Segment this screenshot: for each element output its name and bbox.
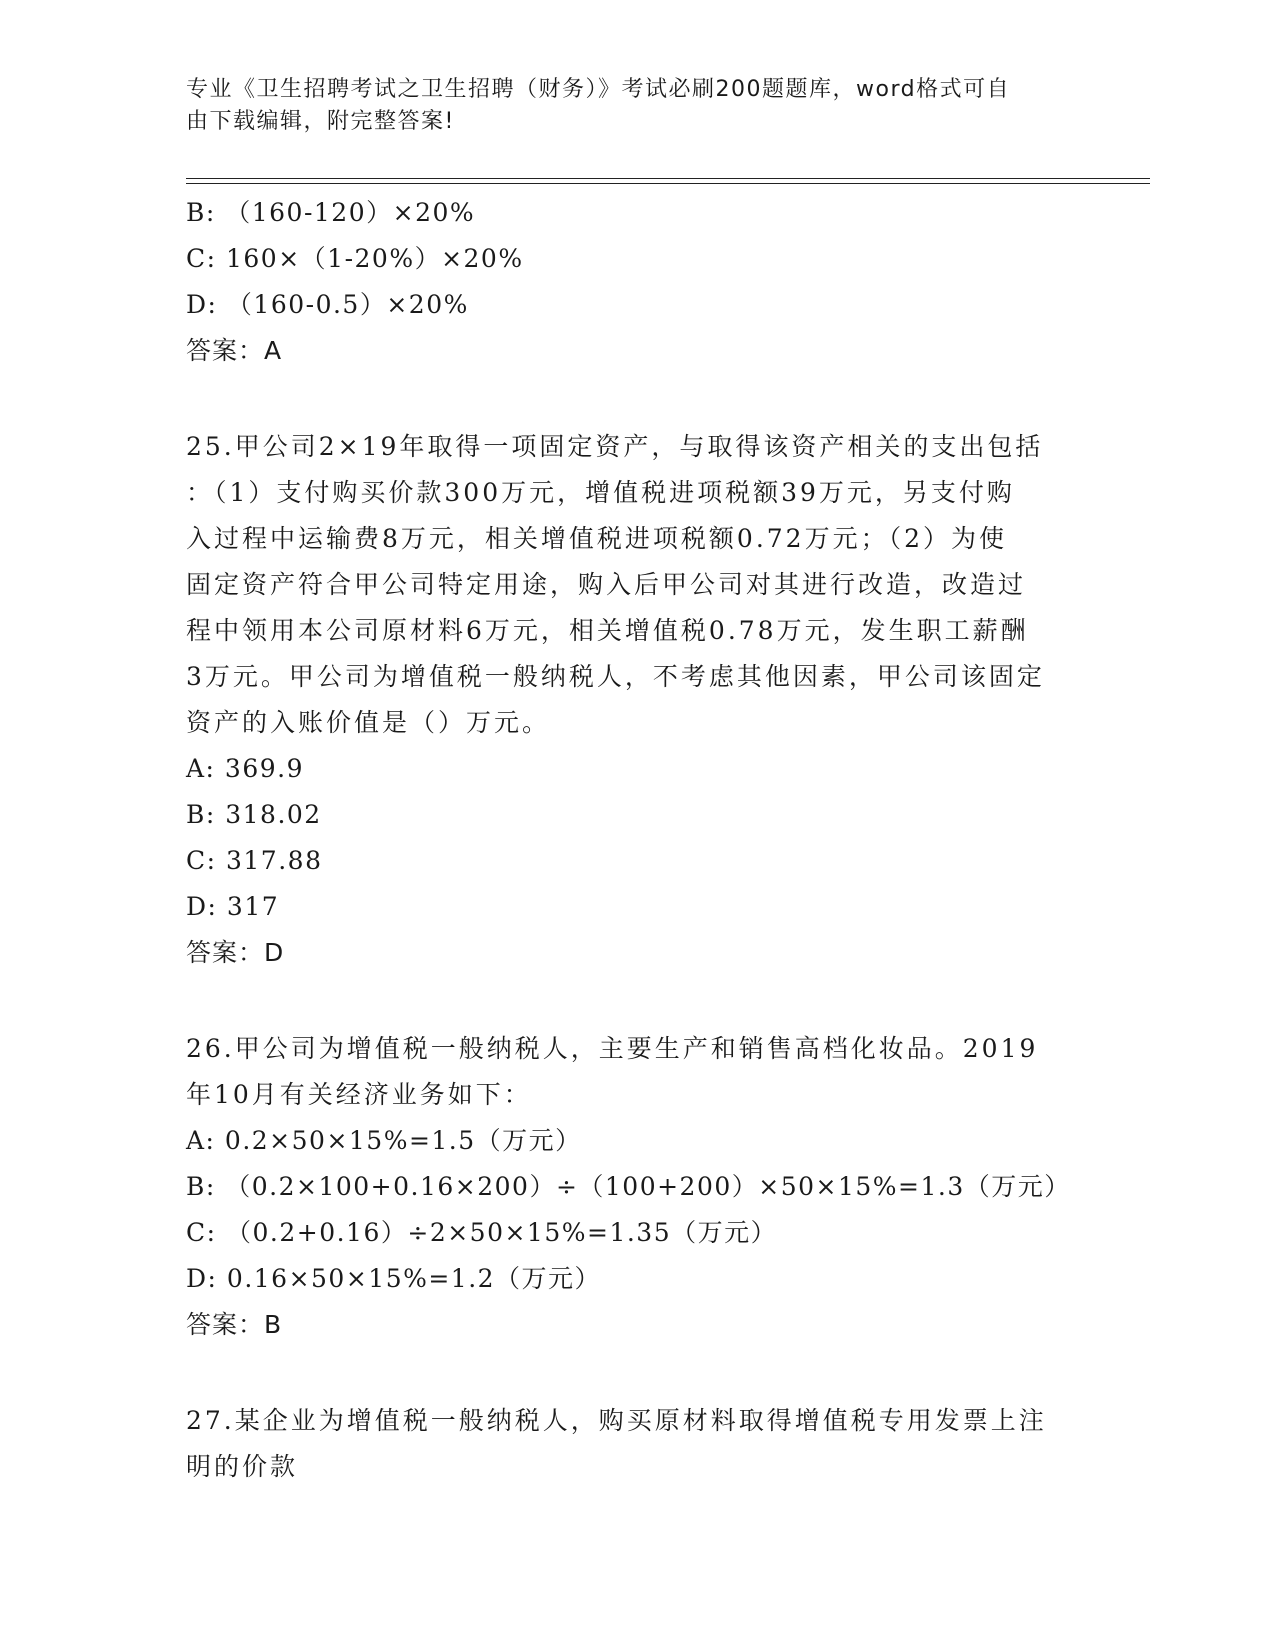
option-a: A: 369.9 [186,754,304,783]
question-text-line: 26.甲公司为增值税一般纳税人，主要生产和销售高档化妆品。2019 [186,1034,1039,1063]
question-text-line: ：（1）支付购买价款300万元，增值税进项税额39万元，另支付购 [186,478,1015,507]
question-text-line: 25.甲公司2×19年取得一项固定资产，与取得该资产相关的支出包括 [186,432,1044,461]
question-text-line: 27.某企业为增值税一般纳税人，购买原材料取得增值税专用发票上注 [186,1406,1047,1435]
answer-label: 答案：D [186,938,285,967]
question-text-line: 年10月有关经济业务如下： [186,1080,532,1109]
spacer [186,1348,1086,1398]
option-c: C: 160×（1-20%）×20% [186,244,524,273]
header-line-2: 由下载编辑，附完整答案! [186,109,455,134]
question-text-line: 入过程中运输费8万元，相关增值税进项税额0.72万元；（2）为使 [186,524,1007,553]
answer-label: 答案：A [186,336,283,365]
header-divider-top [186,178,1150,179]
spacer [186,976,1086,1026]
answer-label: 答案：B [186,1310,283,1339]
question-text-line: 明的价款 [186,1452,299,1481]
header-line-1: 专业《卫生招聘考试之卫生招聘（财务）》考试必刷200题题库，word格式可自 [186,77,1011,102]
option-b: B: （0.2×100+0.16×200）÷（100+200）×50×15%=1.3（万元） [186,1172,1071,1201]
question-26 [186,1026,1086,1348]
spacer [186,374,1086,424]
option-b: B: （160-120）×20% [186,198,476,227]
option-a: A: 0.2×50×15%=1.5（万元） [186,1126,582,1155]
header-divider-bottom [186,183,1150,184]
option-d: D: 317 [186,892,280,921]
option-c: C: 317.88 [186,846,323,875]
question-27 [186,1398,1086,1490]
document-header [186,74,1066,138]
option-d: D: 0.16×50×15%=1.2（万元） [186,1264,602,1293]
question-text-line: 程中领用本公司原材料6万元，相关增值税0.78万元，发生职工薪酬 [186,616,1029,645]
option-d: D: （160-0.5）×20% [186,290,469,319]
question-text-line: 固定资产符合甲公司特定用途，购入后甲公司对其进行改造，改造过 [186,570,1027,599]
option-b: B: 318.02 [186,800,322,829]
question-text-line: 3万元。甲公司为增值税一般纳税人，不考虑其他因素，甲公司该固定 [186,662,1045,691]
question-text-line: 资产的入账价值是（）万元。 [186,708,551,737]
question-content [186,190,1086,1490]
question-25 [186,424,1086,976]
prev-question-block [186,190,1086,374]
option-c: C: （0.2+0.16）÷2×50×15%=1.35（万元） [186,1218,778,1247]
